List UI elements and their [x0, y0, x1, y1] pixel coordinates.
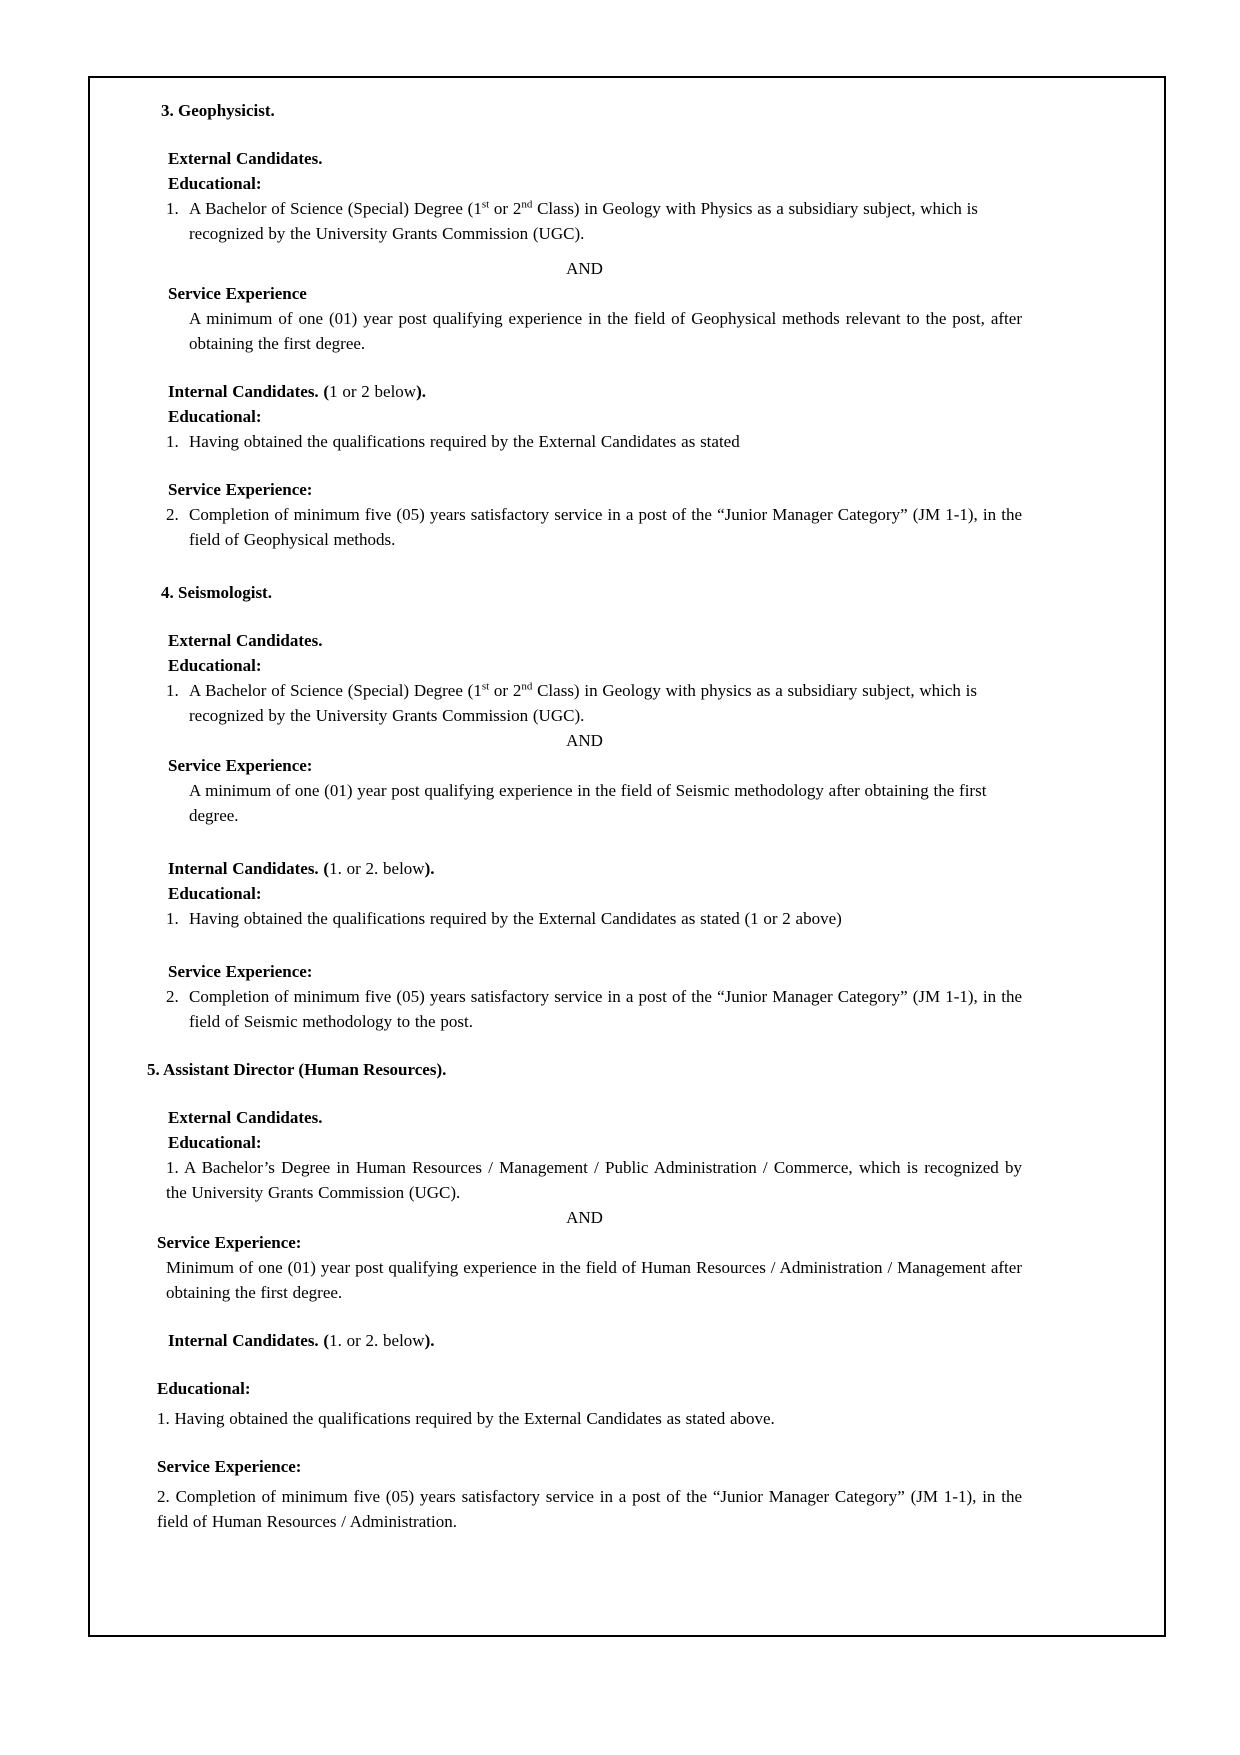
- superscript-text-run: nd: [521, 198, 533, 211]
- text-run: Class) in Geology with Physics as a subsidiary subject, which is recognized by the University Grants Commission (UGC).: [189, 199, 978, 243]
- section-seismologist: [147, 580, 1022, 1034]
- paragraph: 1. Having obtained the qualifications required by the External Candidates as stated above.: [157, 1409, 775, 1428]
- item-text: Completion of minimum five (05) years satisfactory service in a post of the “Junior Manager Category” (JM 1-1), in the field of Seismic methodology to the post.: [189, 987, 1022, 1031]
- document-content: [147, 98, 1022, 1534]
- subsection-label: External Candidates.: [168, 631, 323, 650]
- section-assistant-director-hr: [147, 1057, 1022, 1534]
- subsection-label: Service Experience:: [157, 1233, 302, 1252]
- subsection-label: Service Experience:: [168, 962, 313, 981]
- section-heading: 5. Assistant Director (Human Resources).: [147, 1060, 447, 1079]
- subsection-label: [168, 856, 1022, 881]
- section-geophysicist: [147, 98, 1022, 552]
- list-item: [166, 906, 1022, 931]
- subsection-label: Educational:: [168, 884, 262, 903]
- text-run: 1 or 2 below: [329, 382, 417, 401]
- text-run: Internal Candidates. (: [168, 1331, 330, 1350]
- subsection-label: Educational:: [168, 656, 262, 675]
- list-item: [166, 678, 1022, 728]
- subsection-label: Service Experience:: [157, 1457, 302, 1476]
- item-text: Having obtained the qualifications required by the External Candidates as stated (1 or 2 above): [189, 909, 842, 928]
- paragraph: 1. A Bachelor’s Degree in Human Resources / Management / Public Administration / Commerce, which is recognized by the University Grants Commission (UGC).: [166, 1158, 1022, 1202]
- superscript-text-run: st: [481, 198, 490, 211]
- text-run: Internal Candidates. (: [168, 382, 330, 401]
- subsection-label: Educational:: [168, 407, 262, 426]
- list-item: [166, 429, 1022, 454]
- subsection-label: Educational:: [168, 174, 262, 193]
- paragraph: Minimum of one (01) year post qualifying experience in the field of Human Resources / Administration / Management after obtaining the first degree.: [166, 1258, 1022, 1302]
- text-run: 1. or 2. below: [329, 859, 425, 878]
- superscript-text-run: nd: [521, 680, 533, 693]
- and-separator: AND: [566, 259, 603, 278]
- subsection-label: [168, 1328, 1022, 1353]
- list-item: [166, 984, 1022, 1034]
- item-text: [189, 678, 1022, 728]
- text-run: 1. or 2. below: [329, 1331, 425, 1350]
- text-run: Class) in Geology with physics as a subsidiary subject, which is recognized by the University Grants Commission (UGC).: [189, 681, 977, 725]
- subsection-label: External Candidates.: [168, 149, 323, 168]
- text-run: Internal Candidates. (: [168, 859, 330, 878]
- subsection-label: External Candidates.: [168, 1108, 323, 1127]
- section-heading: 4. Seismologist.: [161, 583, 272, 602]
- item-text: Completion of minimum five (05) years satisfactory service in a post of the “Junior Manager Category” (JM 1-1), in the field of Geophysical methods.: [189, 505, 1022, 549]
- subsection-label: Service Experience: [168, 284, 307, 303]
- section-heading: 3. Geophysicist.: [161, 101, 275, 120]
- item-text: [189, 196, 1022, 246]
- text-run: ).: [416, 382, 426, 401]
- text-run: A Bachelor of Science (Special) Degree (1: [189, 199, 482, 218]
- subsection-label: Service Experience:: [168, 480, 313, 499]
- paragraph: 2. Completion of minimum five (05) years satisfactory service in a post of the “Junior Manager Category” (JM 1-1), in the field of Human Resources / Administration.: [157, 1487, 1022, 1531]
- item-text: Having obtained the qualifications required by the External Candidates as stated: [189, 432, 740, 451]
- superscript-text-run: st: [481, 680, 490, 693]
- text-run: ).: [424, 1331, 435, 1350]
- list-item: [166, 196, 1022, 246]
- text-run: A Bachelor of Science (Special) Degree (1: [189, 681, 482, 700]
- subsection-label: Educational:: [168, 1133, 262, 1152]
- item-number: 2.: [166, 987, 179, 1006]
- subsection-label: Service Experience:: [168, 756, 313, 775]
- list-item: [166, 502, 1022, 552]
- text-run: or 2: [489, 681, 522, 700]
- item-number: 1.: [166, 909, 179, 928]
- and-separator: AND: [566, 731, 603, 750]
- and-separator: AND: [566, 1208, 603, 1227]
- item-number: 1.: [166, 199, 179, 218]
- text-run: or 2: [489, 199, 522, 218]
- item-number: 1.: [166, 432, 179, 451]
- subsection-label: [168, 379, 1022, 404]
- document-page-border: [88, 76, 1166, 1637]
- item-number: 1.: [166, 681, 179, 700]
- subsection-label: Educational:: [157, 1379, 251, 1398]
- paragraph: A minimum of one (01) year post qualifying experience in the field of Seismic methodology after obtaining the first degree.: [189, 781, 987, 825]
- text-run: ).: [424, 859, 435, 878]
- item-number: 2.: [166, 505, 179, 524]
- paragraph: A minimum of one (01) year post qualifying experience in the field of Geophysical methods relevant to the post, after obtaining the first degree.: [189, 309, 1022, 353]
